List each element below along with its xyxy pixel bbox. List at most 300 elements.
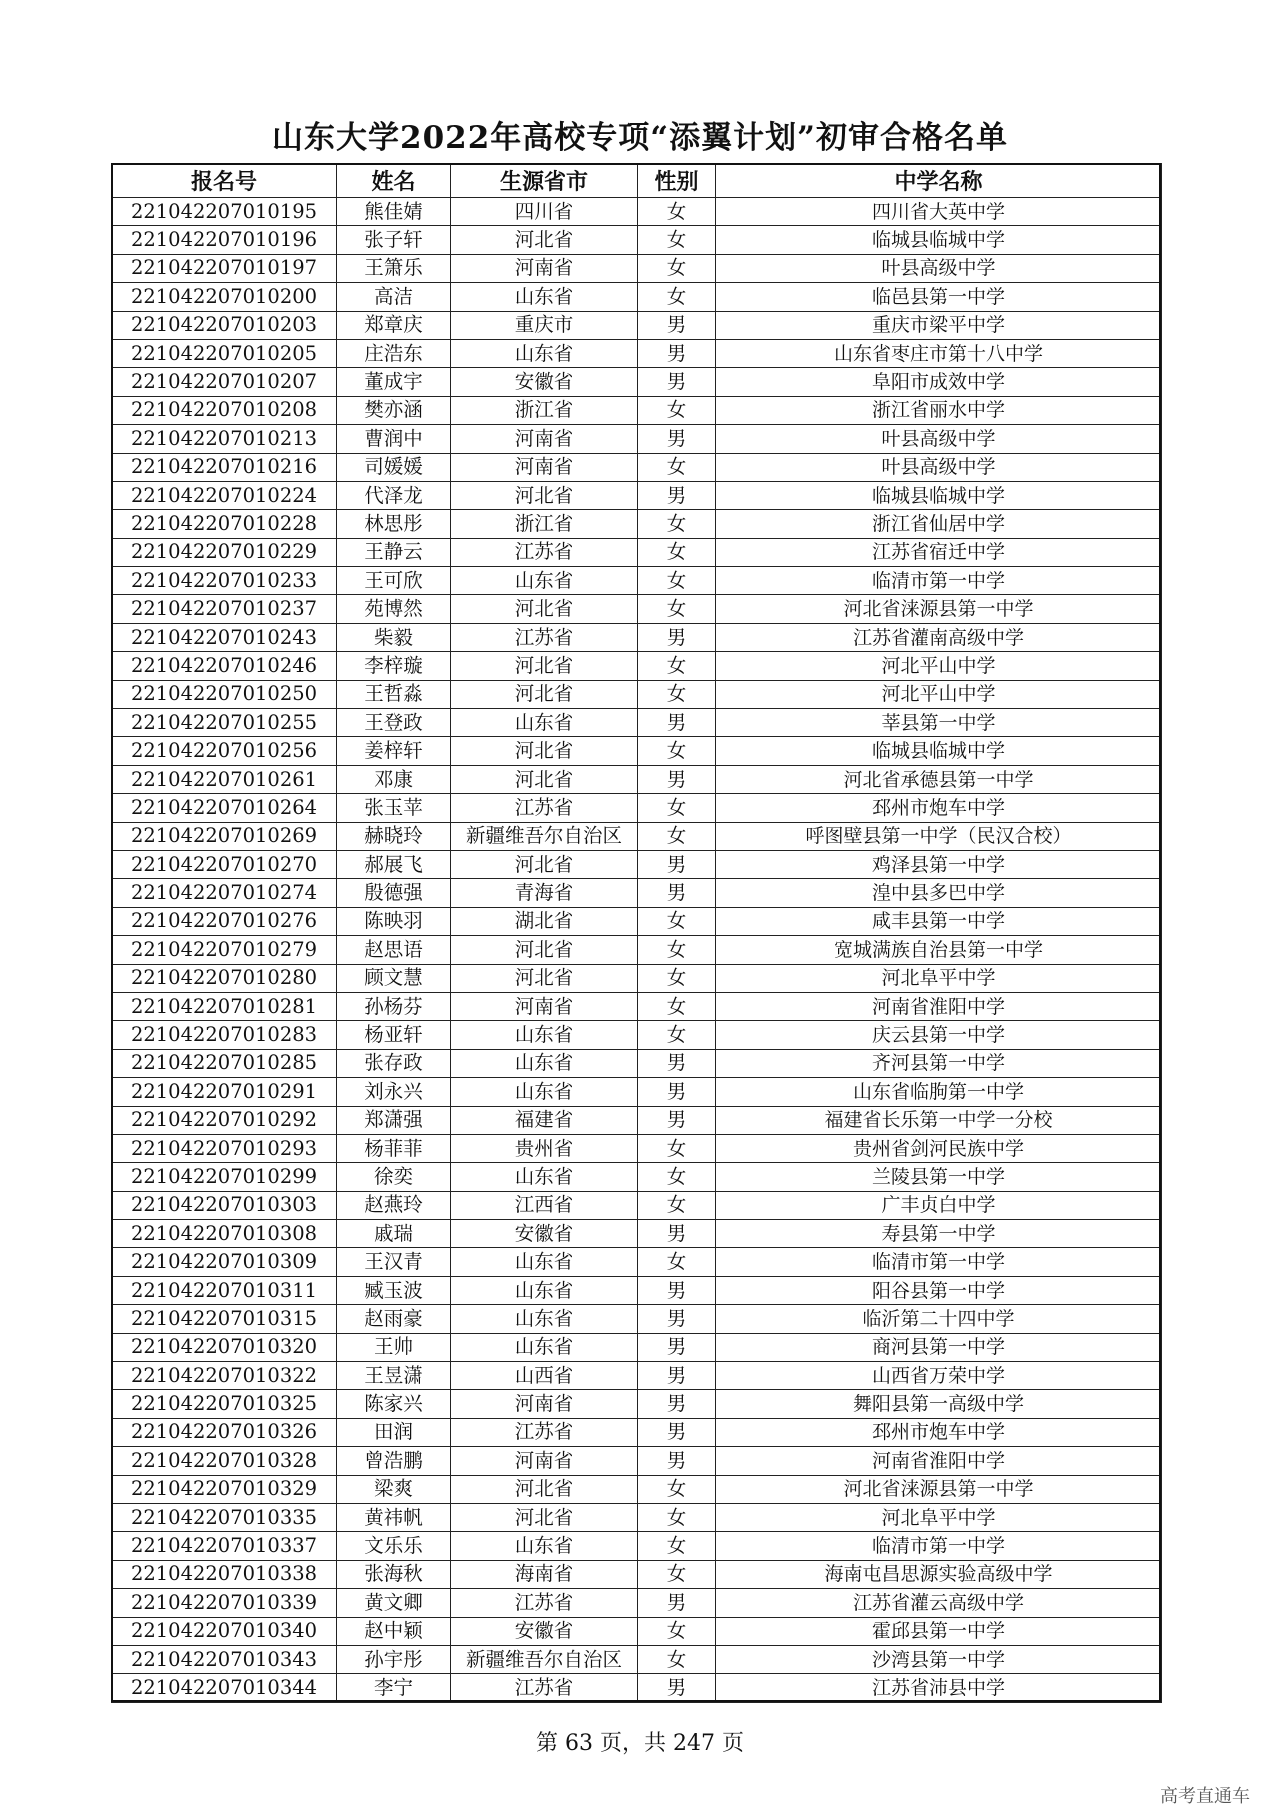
cell-province: 河北省 (451, 765, 638, 793)
cell-name: 赫晓玲 (337, 822, 451, 850)
table-row (112, 254, 1162, 282)
cell-name: 张存政 (337, 1049, 451, 1077)
cell-id: 221042207010270 (112, 850, 337, 878)
cell-id: 221042207010335 (112, 1503, 337, 1531)
cell-id: 221042207010233 (112, 567, 337, 595)
cell-gender: 女 (638, 794, 716, 822)
cell-id: 221042207010229 (112, 538, 337, 566)
cell-school: 江苏省宿迁中学 (716, 538, 1162, 566)
column-header-id: 报名号 (112, 164, 337, 198)
cell-gender: 女 (638, 652, 716, 680)
cell-name: 林思彤 (337, 510, 451, 538)
cell-name: 张玉苹 (337, 794, 451, 822)
cell-school: 沙湾县第一中学 (716, 1645, 1162, 1673)
cell-province: 山西省 (451, 1362, 638, 1390)
table-row (112, 1049, 1162, 1077)
cell-id: 221042207010237 (112, 595, 337, 623)
cell-gender: 男 (638, 481, 716, 509)
cell-province: 河南省 (451, 992, 638, 1020)
table-row (112, 1560, 1162, 1588)
cell-name: 黄文卿 (337, 1589, 451, 1617)
cell-gender: 男 (638, 1049, 716, 1077)
cell-id: 221042207010246 (112, 652, 337, 680)
cell-gender: 女 (638, 453, 716, 481)
table-row (112, 1333, 1162, 1361)
cell-school: 河南省淮阳中学 (716, 992, 1162, 1020)
cell-school: 临沂第二十四中学 (716, 1305, 1162, 1333)
cell-name: 赵中颖 (337, 1617, 451, 1645)
cell-school: 宽城满族自治县第一中学 (716, 936, 1162, 964)
cell-province: 江苏省 (451, 1674, 638, 1702)
cell-province: 山东省 (451, 1021, 638, 1049)
cell-name: 王帅 (337, 1333, 451, 1361)
cell-id: 221042207010216 (112, 453, 337, 481)
table-row (112, 1589, 1162, 1617)
cell-id: 221042207010228 (112, 510, 337, 538)
cell-name: 司媛媛 (337, 453, 451, 481)
cell-name: 李梓璇 (337, 652, 451, 680)
cell-gender: 男 (638, 1362, 716, 1390)
cell-school: 邳州市炮车中学 (716, 1418, 1162, 1446)
table-row (112, 1220, 1162, 1248)
table-row (112, 339, 1162, 367)
cell-id: 221042207010299 (112, 1163, 337, 1191)
cell-id: 221042207010325 (112, 1390, 337, 1418)
table-row (112, 737, 1162, 765)
cell-province: 湖北省 (451, 907, 638, 935)
cell-id: 221042207010207 (112, 368, 337, 396)
table-row (112, 1447, 1162, 1475)
cell-gender: 女 (638, 538, 716, 566)
table-row (112, 567, 1162, 595)
table-row (112, 538, 1162, 566)
cell-id: 221042207010315 (112, 1305, 337, 1333)
cell-province: 河北省 (451, 1503, 638, 1531)
cell-school: 浙江省仙居中学 (716, 510, 1162, 538)
cell-gender: 女 (638, 936, 716, 964)
watermark: 高考直通车 (1160, 1786, 1250, 1807)
cell-id: 221042207010320 (112, 1333, 337, 1361)
cell-gender: 女 (638, 283, 716, 311)
cell-gender: 男 (638, 1276, 716, 1304)
cell-province: 山东省 (451, 567, 638, 595)
cell-gender: 男 (638, 1674, 716, 1702)
cell-name: 苑博然 (337, 595, 451, 623)
table-row (112, 425, 1162, 453)
cell-school: 齐河县第一中学 (716, 1049, 1162, 1077)
cell-name: 王哲淼 (337, 680, 451, 708)
cell-gender: 女 (638, 510, 716, 538)
cell-gender: 女 (638, 1248, 716, 1276)
cell-id: 221042207010279 (112, 936, 337, 964)
cell-gender: 女 (638, 198, 716, 226)
cell-gender: 男 (638, 1418, 716, 1446)
cell-province: 山东省 (451, 1532, 638, 1560)
cell-id: 221042207010208 (112, 396, 337, 424)
table-row (112, 283, 1162, 311)
table-row (112, 680, 1162, 708)
table-row (112, 652, 1162, 680)
cell-school: 霍邱县第一中学 (716, 1617, 1162, 1645)
cell-gender: 女 (638, 1532, 716, 1560)
cell-province: 浙江省 (451, 510, 638, 538)
cell-school: 临清市第一中学 (716, 1532, 1162, 1560)
cell-school: 河北阜平中学 (716, 1503, 1162, 1531)
cell-province: 江苏省 (451, 538, 638, 566)
table-row (112, 198, 1162, 226)
cell-name: 顾文慧 (337, 964, 451, 992)
cell-name: 文乐乐 (337, 1532, 451, 1560)
cell-id: 221042207010276 (112, 907, 337, 935)
cell-province: 江苏省 (451, 1589, 638, 1617)
table-row (112, 1305, 1162, 1333)
cell-gender: 女 (638, 1191, 716, 1219)
cell-name: 郑章庆 (337, 311, 451, 339)
cell-school: 河北省承德县第一中学 (716, 765, 1162, 793)
cell-name: 赵思语 (337, 936, 451, 964)
cell-gender: 女 (638, 1503, 716, 1531)
cell-school: 海南屯昌思源实验高级中学 (716, 1560, 1162, 1588)
cell-province: 新疆维吾尔自治区 (451, 822, 638, 850)
cell-province: 山东省 (451, 1163, 638, 1191)
cell-province: 河北省 (451, 964, 638, 992)
cell-id: 221042207010256 (112, 737, 337, 765)
cell-province: 河北省 (451, 481, 638, 509)
cell-id: 221042207010250 (112, 680, 337, 708)
cell-province: 河北省 (451, 652, 638, 680)
cell-id: 221042207010326 (112, 1418, 337, 1446)
table-row (112, 765, 1162, 793)
cell-school: 广丰贞白中学 (716, 1191, 1162, 1219)
cell-school: 寿县第一中学 (716, 1220, 1162, 1248)
cell-school: 河北平山中学 (716, 652, 1162, 680)
cell-gender: 男 (638, 368, 716, 396)
cell-name: 陈家兴 (337, 1390, 451, 1418)
cell-id: 221042207010274 (112, 879, 337, 907)
cell-id: 221042207010264 (112, 794, 337, 822)
table-row (112, 1134, 1162, 1162)
cell-id: 221042207010203 (112, 311, 337, 339)
cell-name: 黄祎帆 (337, 1503, 451, 1531)
table-row (112, 794, 1162, 822)
cell-school: 江苏省沛县中学 (716, 1674, 1162, 1702)
cell-school: 商河县第一中学 (716, 1333, 1162, 1361)
roster-body (112, 198, 1162, 1703)
cell-province: 安徽省 (451, 1617, 638, 1645)
cell-gender: 男 (638, 1333, 716, 1361)
cell-id: 221042207010303 (112, 1191, 337, 1219)
cell-school: 浙江省丽水中学 (716, 396, 1162, 424)
cell-gender: 男 (638, 1078, 716, 1106)
table-row (112, 850, 1162, 878)
cell-school: 河南省淮阳中学 (716, 1447, 1162, 1475)
cell-id: 221042207010292 (112, 1106, 337, 1134)
table-row (112, 1021, 1162, 1049)
cell-gender: 女 (638, 1134, 716, 1162)
table-row (112, 964, 1162, 992)
cell-name: 熊佳婧 (337, 198, 451, 226)
cell-school: 福建省长乐第一中学一分校 (716, 1106, 1162, 1134)
table-header-row (112, 164, 1162, 198)
roster-table (111, 163, 1162, 1703)
cell-id: 221042207010269 (112, 822, 337, 850)
cell-gender: 男 (638, 1447, 716, 1475)
cell-province: 河北省 (451, 1475, 638, 1503)
cell-name: 李宁 (337, 1674, 451, 1702)
cell-id: 221042207010243 (112, 623, 337, 651)
cell-id: 221042207010339 (112, 1589, 337, 1617)
cell-name: 王箫乐 (337, 254, 451, 282)
cell-school: 鸡泽县第一中学 (716, 850, 1162, 878)
cell-id: 221042207010283 (112, 1021, 337, 1049)
table-row (112, 226, 1162, 254)
cell-name: 郑潇强 (337, 1106, 451, 1134)
cell-province: 山东省 (451, 1248, 638, 1276)
cell-name: 姜梓轩 (337, 737, 451, 765)
cell-school: 临城县临城中学 (716, 481, 1162, 509)
cell-province: 山东省 (451, 1333, 638, 1361)
cell-gender: 女 (638, 226, 716, 254)
cell-school: 临清市第一中学 (716, 567, 1162, 595)
cell-name: 张海秋 (337, 1560, 451, 1588)
cell-name: 董成宇 (337, 368, 451, 396)
cell-province: 四川省 (451, 198, 638, 226)
table-row (112, 879, 1162, 907)
cell-gender: 女 (638, 680, 716, 708)
cell-id: 221042207010197 (112, 254, 337, 282)
cell-province: 重庆市 (451, 311, 638, 339)
cell-name: 王登政 (337, 709, 451, 737)
cell-province: 河南省 (451, 453, 638, 481)
table-row (112, 1078, 1162, 1106)
table-row (112, 709, 1162, 737)
cell-name: 柴毅 (337, 623, 451, 651)
cell-id: 221042207010344 (112, 1674, 337, 1702)
cell-gender: 女 (638, 396, 716, 424)
cell-name: 王可欣 (337, 567, 451, 595)
cell-gender: 男 (638, 1390, 716, 1418)
cell-id: 221042207010213 (112, 425, 337, 453)
table-row (112, 510, 1162, 538)
cell-gender: 女 (638, 1617, 716, 1645)
cell-name: 陈映羽 (337, 907, 451, 935)
table-row (112, 396, 1162, 424)
cell-gender: 男 (638, 709, 716, 737)
cell-school: 江苏省灌南高级中学 (716, 623, 1162, 651)
cell-gender: 男 (638, 339, 716, 367)
cell-gender: 女 (638, 1163, 716, 1191)
cell-id: 221042207010309 (112, 1248, 337, 1276)
column-header-name: 姓名 (337, 164, 451, 198)
cell-school: 阳谷县第一中学 (716, 1276, 1162, 1304)
table-row (112, 1191, 1162, 1219)
cell-province: 河南省 (451, 1390, 638, 1418)
cell-name: 戚瑞 (337, 1220, 451, 1248)
cell-province: 青海省 (451, 879, 638, 907)
cell-gender: 男 (638, 765, 716, 793)
cell-school: 邳州市炮车中学 (716, 794, 1162, 822)
table-row (112, 1276, 1162, 1304)
cell-name: 刘永兴 (337, 1078, 451, 1106)
cell-school: 临城县临城中学 (716, 226, 1162, 254)
cell-school: 湟中县多巴中学 (716, 879, 1162, 907)
table-row (112, 907, 1162, 935)
cell-id: 221042207010308 (112, 1220, 337, 1248)
cell-name: 徐奕 (337, 1163, 451, 1191)
cell-school: 临邑县第一中学 (716, 283, 1162, 311)
cell-school: 河北平山中学 (716, 680, 1162, 708)
cell-school: 山东省临朐第一中学 (716, 1078, 1162, 1106)
table-row (112, 368, 1162, 396)
cell-province: 河南省 (451, 1447, 638, 1475)
cell-school: 河北省涞源县第一中学 (716, 595, 1162, 623)
cell-province: 海南省 (451, 1560, 638, 1588)
cell-school: 叶县高级中学 (716, 453, 1162, 481)
table-row (112, 481, 1162, 509)
table-row (112, 1106, 1162, 1134)
cell-school: 莘县第一中学 (716, 709, 1162, 737)
cell-school: 临城县临城中学 (716, 737, 1162, 765)
cell-name: 赵燕玲 (337, 1191, 451, 1219)
cell-province: 江西省 (451, 1191, 638, 1219)
cell-school: 河北阜平中学 (716, 964, 1162, 992)
cell-name: 赵雨豪 (337, 1305, 451, 1333)
cell-province: 安徽省 (451, 1220, 638, 1248)
cell-name: 郝展飞 (337, 850, 451, 878)
cell-province: 江苏省 (451, 794, 638, 822)
cell-province: 河北省 (451, 850, 638, 878)
cell-id: 221042207010291 (112, 1078, 337, 1106)
column-header-province: 生源省市 (451, 164, 638, 198)
cell-school: 贵州省剑河民族中学 (716, 1134, 1162, 1162)
cell-province: 山东省 (451, 709, 638, 737)
table-row (112, 1248, 1162, 1276)
table-row (112, 1503, 1162, 1531)
cell-gender: 男 (638, 311, 716, 339)
cell-province: 河北省 (451, 737, 638, 765)
cell-school: 咸丰县第一中学 (716, 907, 1162, 935)
cell-gender: 女 (638, 1021, 716, 1049)
cell-gender: 男 (638, 1106, 716, 1134)
cell-id: 221042207010255 (112, 709, 337, 737)
cell-name: 曾浩鹏 (337, 1447, 451, 1475)
cell-gender: 男 (638, 1589, 716, 1617)
cell-id: 221042207010322 (112, 1362, 337, 1390)
cell-school: 山东省枣庄市第十八中学 (716, 339, 1162, 367)
cell-name: 杨亚轩 (337, 1021, 451, 1049)
cell-gender: 女 (638, 1560, 716, 1588)
cell-school: 叶县高级中学 (716, 425, 1162, 453)
cell-gender: 女 (638, 254, 716, 282)
cell-school: 庆云县第一中学 (716, 1021, 1162, 1049)
cell-name: 田润 (337, 1418, 451, 1446)
column-header-gender: 性别 (638, 164, 716, 198)
cell-school: 叶县高级中学 (716, 254, 1162, 282)
table-row (112, 311, 1162, 339)
column-header-school: 中学名称 (716, 164, 1162, 198)
cell-id: 221042207010280 (112, 964, 337, 992)
cell-gender: 女 (638, 567, 716, 595)
cell-id: 221042207010340 (112, 1617, 337, 1645)
cell-province: 新疆维吾尔自治区 (451, 1645, 638, 1673)
table-row (112, 1163, 1162, 1191)
cell-id: 221042207010200 (112, 283, 337, 311)
table-row (112, 1475, 1162, 1503)
cell-province: 江苏省 (451, 623, 638, 651)
page-title: 山东大学2022年高校专项“添翼计划”初审合格名单 (272, 120, 1008, 156)
cell-province: 河南省 (451, 425, 638, 453)
cell-province: 河北省 (451, 595, 638, 623)
table-row (112, 1532, 1162, 1560)
cell-gender: 女 (638, 595, 716, 623)
cell-gender: 男 (638, 850, 716, 878)
cell-id: 221042207010329 (112, 1475, 337, 1503)
cell-gender: 女 (638, 737, 716, 765)
cell-gender: 男 (638, 425, 716, 453)
table-row (112, 1617, 1162, 1645)
cell-school: 舞阳县第一高级中学 (716, 1390, 1162, 1418)
cell-gender: 男 (638, 1220, 716, 1248)
cell-name: 殷德强 (337, 879, 451, 907)
cell-province: 贵州省 (451, 1134, 638, 1162)
table-row (112, 1674, 1162, 1702)
cell-name: 孙宇彤 (337, 1645, 451, 1673)
cell-school: 阜阳市成效中学 (716, 368, 1162, 396)
cell-id: 221042207010338 (112, 1560, 337, 1588)
cell-id: 221042207010261 (112, 765, 337, 793)
cell-name: 王静云 (337, 538, 451, 566)
cell-gender: 女 (638, 822, 716, 850)
cell-name: 杨菲菲 (337, 1134, 451, 1162)
cell-school: 山西省万荣中学 (716, 1362, 1162, 1390)
cell-gender: 女 (638, 964, 716, 992)
cell-school: 河北省涞源县第一中学 (716, 1475, 1162, 1503)
table-row (112, 453, 1162, 481)
cell-name: 庄浩东 (337, 339, 451, 367)
cell-id: 221042207010281 (112, 992, 337, 1020)
cell-gender: 女 (638, 992, 716, 1020)
cell-province: 山东省 (451, 1078, 638, 1106)
cell-id: 221042207010337 (112, 1532, 337, 1560)
cell-province: 安徽省 (451, 368, 638, 396)
cell-province: 河北省 (451, 226, 638, 254)
table-row (112, 936, 1162, 964)
cell-province: 江苏省 (451, 1418, 638, 1446)
cell-id: 221042207010224 (112, 481, 337, 509)
cell-name: 张子轩 (337, 226, 451, 254)
cell-gender: 女 (638, 907, 716, 935)
cell-school: 兰陵县第一中学 (716, 1163, 1162, 1191)
page-footer: 第 63 页，共 247 页 (536, 1731, 744, 1756)
cell-id: 221042207010196 (112, 226, 337, 254)
cell-province: 浙江省 (451, 396, 638, 424)
cell-gender: 男 (638, 1305, 716, 1333)
cell-name: 高洁 (337, 283, 451, 311)
cell-id: 221042207010293 (112, 1134, 337, 1162)
cell-school: 四川省大英中学 (716, 198, 1162, 226)
cell-province: 山东省 (451, 339, 638, 367)
cell-province: 河北省 (451, 680, 638, 708)
cell-name: 王汉青 (337, 1248, 451, 1276)
cell-name: 曹润中 (337, 425, 451, 453)
cell-province: 山东省 (451, 283, 638, 311)
cell-province: 山东省 (451, 1049, 638, 1077)
cell-province: 山东省 (451, 1305, 638, 1333)
cell-name: 孙杨芬 (337, 992, 451, 1020)
cell-gender: 女 (638, 1645, 716, 1673)
cell-id: 221042207010328 (112, 1447, 337, 1475)
cell-gender: 女 (638, 1475, 716, 1503)
